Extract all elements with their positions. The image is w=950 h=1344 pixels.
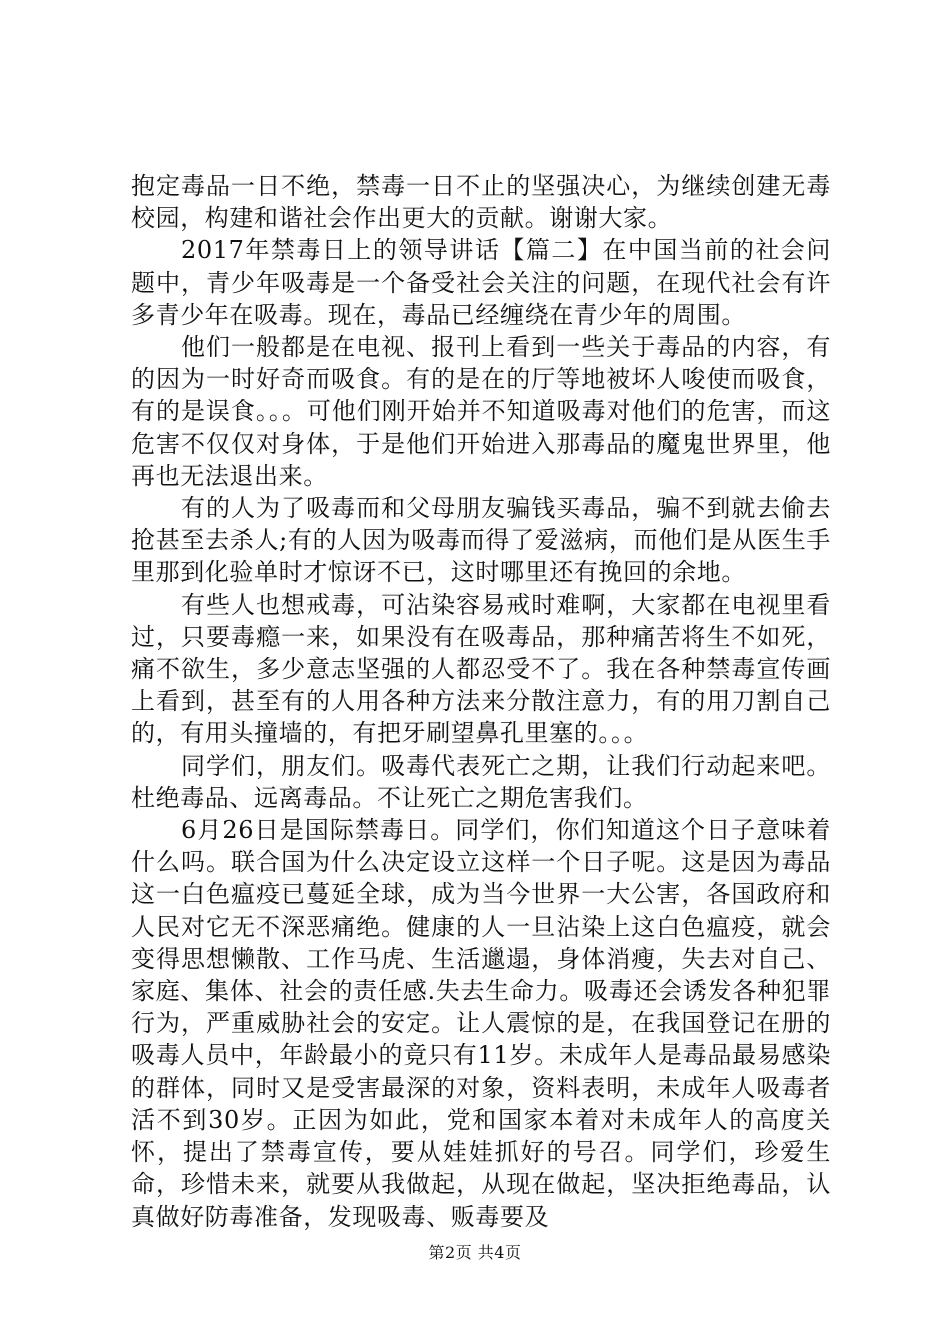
body-text — [131, 170, 831, 1233]
paragraph-3: 他们一般都是在电视、报刊上看到一些关于毒品的内容，有的因为一时好奇而吸食。有的是在的厅等地被坏人唆使而吸食，有的是误食。。。可他们刚开始并不知道吸毒对他们的危害，而这危害不仅仅对身体，于是他们开始进入那毒品的魔鬼世界里，他再也无法退出来。 — [131, 333, 831, 490]
paragraph-2: 2017年禁毒日上的领导讲话【篇二】在中国当前的社会问题中，青少年吸毒是一个备受社会关注的问题，在现代社会有许多青少年在吸毒。现在，毒品已经缠绕在青少年的周围。 — [131, 236, 831, 329]
paragraph-7: 6月26日是国际禁毒日。同学们，你们知道这个日子意味着什么吗。联合国为什么决定设立这样一个日子呢。这是因为毒品这一白色瘟疫已蔓延全球，成为当今世界一大公害，各国政府和人民对它无不深恶痛绝。健康的人一旦沾染上这白色瘟疫，就会变得思想懒散、工作马虎、生活邋遢，身体消瘦，失去对自己、家庭、集体、社会的责任感.失去生命力。吸毒还会诱发各种犯罪行为，严重威胁社会的安定。让人震惊的是，在我国登记在册的吸毒人员中，年龄最小的竟只有11岁。未成年人是毒品最易感染的群体，同时又是受害最深的对象，资料表明，未成年人吸毒者活不到30岁。正因为如此，党和国家本着对未成年人的高度关怀，提出了禁毒宣传，要从娃娃抓好的号召。同学们，珍爱生命，珍惜未来，就要从我做起，从现在做起，坚决拒绝毒品，认真做好防毒准备，发现吸毒、贩毒要及 — [131, 816, 831, 1231]
paragraph-4: 有的人为了吸毒而和父母朋友骗钱买毒品，骗不到就去偷去抢甚至去杀人;有的人因为吸毒而得了爱滋病，而他们是从医生手里那到化验单时才惊讶不已，这时哪里还有挽回的余地。 — [131, 494, 831, 587]
paragraph-5: 有些人也想戒毒，可沾染容易戒时难啊，大家都在电视里看过，只要毒瘾一来，如果没有在吸毒品，那种痛苦将生不如死，痛不欲生，多少意志坚强的人都忍受不了。我在各种禁毒宣传画上看到，甚至有的人用各种方法来分散注意力，有的用刀割自己的，有用头撞墙的，有把牙刷望鼻孔里塞的。。。 — [131, 590, 831, 748]
paragraph-6: 同学们，朋友们。吸毒代表死亡之期，让我们行动起来吧。杜绝毒品、远离毒品。不让死亡之期危害我们。 — [131, 751, 831, 812]
paragraph-1: 抱定毒品一日不绝，禁毒一日不止的坚强决心，为继续创建无毒校园，构建和谐社会作出更大的贡献。谢谢大家。 — [131, 172, 831, 233]
page-footer: 第2页 共4页 — [428, 1243, 522, 1262]
